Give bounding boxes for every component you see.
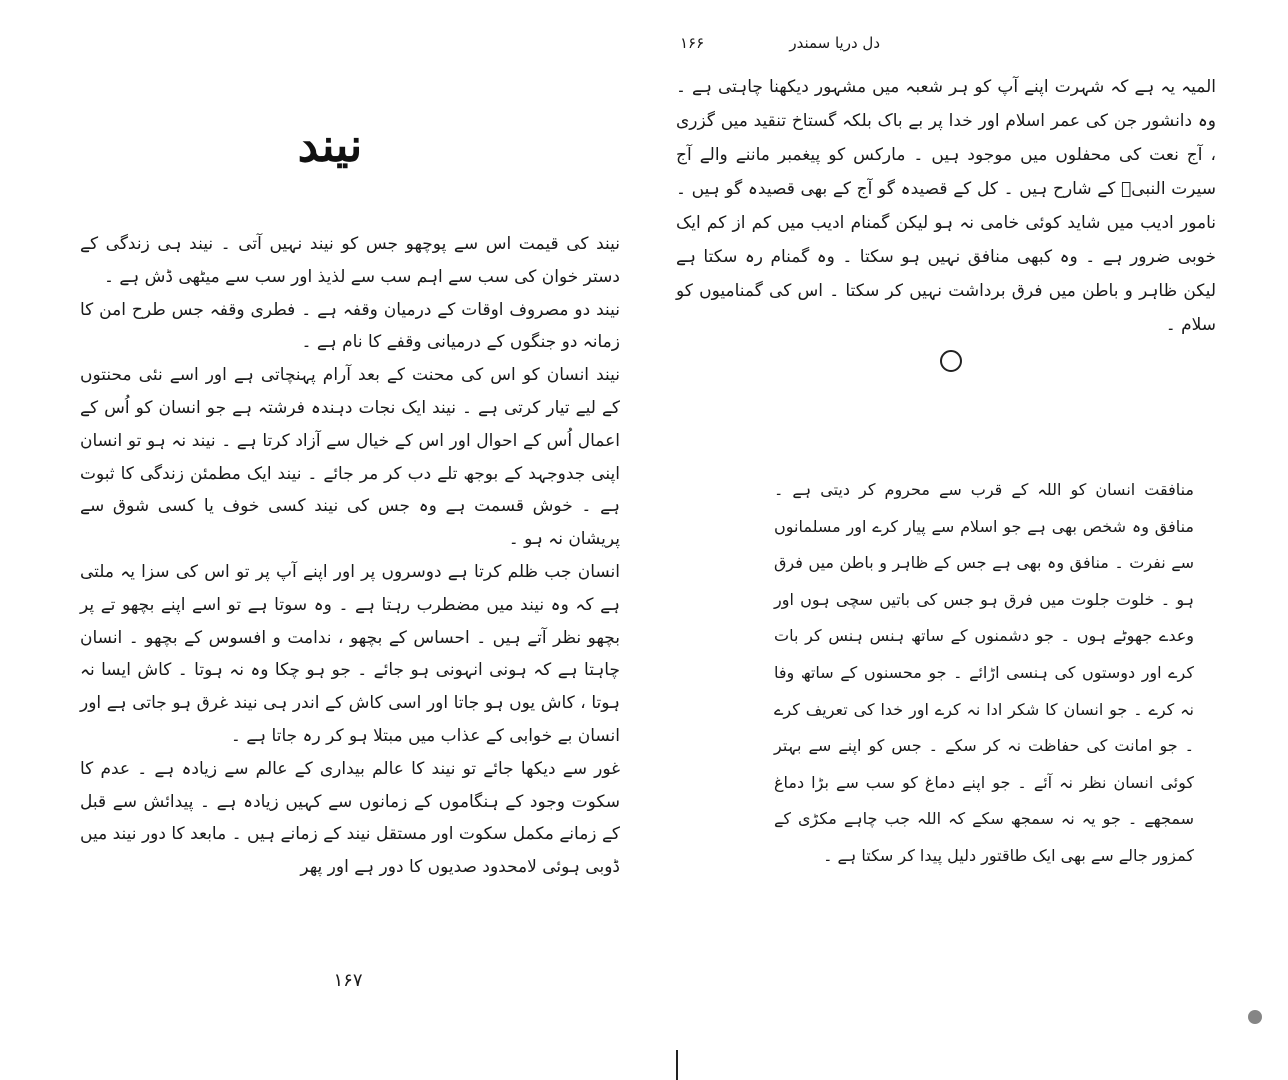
section-separator-circle <box>940 350 962 372</box>
paragraph: نیند کی قیمت اس سے پوچھو جس کو نیند نہیں آتی ۔ نیند ہی زندگی کے دستر خوان کی سب سے اہم سب سے لذیذ اور سب سے میٹھی ڈش ہے ۔ <box>80 234 620 287</box>
running-head <box>680 34 880 60</box>
page-number: ۱۶۷ <box>333 970 363 991</box>
page-number: ۱۶۶ <box>680 34 705 52</box>
gutter-mark <box>676 1050 678 1080</box>
right-page-top-body <box>676 70 1216 342</box>
paragraph: نیند دو مصروف اوقات کے درمیان وقفہ ہے ۔ فطری وقفہ جس طرح امن کا زمانہ دو جنگوں کے درمیانی وقفے کا نام ہے ۔ <box>80 299 620 353</box>
paragraph: منافقت انسان کو اللہ کے قرب سے محروم کر دیتی ہے ۔ منافق وہ شخص بھی ہے جو اسلام سے پیار کرے اور مسلمانوں سے نفرت ۔ منافق وہ بھی ہے جس کے ظاہر و باطن میں فرق ہو ۔ خلوت جلوت میں فرق ہو جس کی باتیں سچی ہوں اور وعدے جھوٹے ہوں ۔ جو دشمنوں کے ساتھ ہنس ہنس کر بات کرے اور دوستوں کی ہنسی اڑائے ۔ جو محسنوں کے ساتھ وفا نہ کرے ۔ جو انسان کا شکر ادا نہ کرے اور خدا کی تعریف کرے ۔ جو امانت کی حفاظت نہ کر سکے ۔ جس کو اپنے سے بہتر کوئی انسان نظر نہ آئے ۔ جو اپنے دماغ کو سب سے بڑا دماغ سمجھے ۔ جو یہ نہ سمجھ سکے کہ اللہ جب چاہے مکڑی کے کمزور جالے سے بھی ایک طاقتور دلیل پیدا کر سکتا ہے ۔ <box>774 480 1194 865</box>
scan-mark <box>1248 1010 1262 1024</box>
paragraph: انسان جب ظلم کرتا ہے دوسروں پر اور اپنے آپ پر تو اس کی سزا یہ ملتی ہے کہ وہ نیند میں مضطرب رہتا ہے ۔ وہ سوتا ہے تو اسے اپنے بچھو تے پر بچھو نظر آتے ہیں ۔ احساس کے بچھو ، ندامت و افسوس کے بچھو ۔ انسان چاہتا ہے کہ ہونی انہونی ہو جائے ۔ جو ہو چکا وہ نہ ہوتا ۔ کاش ایسا نہ ہوتا ، کاش یوں ہو جاتا اور اسی کاش کے اندر ہی نیند غرق ہو جاتی ہے اور انسان بے خوابی کے عذاب میں مبتلا ہو کر رہ جاتا ہے ۔ <box>80 561 620 746</box>
left-page-body <box>80 228 620 884</box>
paragraph: غور سے دیکھا جائے تو نیند کا عالم بیداری کے عالم سے زیادہ ہے ۔ عدم کا سکوت وجود کے ہنگاموں کے زمانوں سے کہیں زیادہ ہے ۔ پیدائش سے قبل کے زمانے مکمل سکوت اور مستقل نیند کے زمانے ہیں ۔ مابعد کا دور نیند میں ڈوبی ہوئی لامحدود صدیوں کا دور ہے اور پھر <box>80 758 620 878</box>
running-head-title: دل دریا سمندر <box>789 34 880 52</box>
paragraph: نیند انسان کو اس کی محنت کے بعد آرام پہنچاتی ہے اور اسے نئی محنتوں کے لیے تیار کرتی ہے ۔ نیند ایک نجات دہندہ فرشتہ ہے جو انسان کو اُس کے اعمال اُس کے احوال اور اس کے خیال سے آزاد کرتا ہے ۔ نیند نہ ہو تو انسان اپنی جدوجہد کے بوجھ تلے دب کر مر جائے ۔ نیند ایک مطمئن زندگی کا ثبوت ہے ۔ خوش قسمت ہے وہ جس کی نیند کسی خوف یا کسی شوق سے پریشان نہ ہو ۔ <box>80 365 620 550</box>
paragraph: المیہ یہ ہے کہ شہرت اپنے آپ کو ہر شعبہ میں مشہور دیکھنا چاہتی ہے ۔ وہ دانشور جن کی عمر اسلام اور خدا پر بے باک بلکہ گستاخ تنقید میں گزری ، آج نعت کی محفلوں میں موجود ہیں ۔ مارکس کو پیغمبر ماننے والے آج سیرت النبیؐ کے شارح ہیں ۔ کل کے قصیدہ گو آج کے بھی قصیدہ گو ہیں ۔ نامور ادیب میں شاید کوئی خامی نہ ہو لیکن گمنام ادیب میں کم از کم ایک خوبی ضرور ہے ۔ وہ کبھی منافق نہیں ہو سکتا ۔ وہ گمنام رہ سکتا ہے لیکن ظاہر و باطن میں فرق برداشت نہیں کر سکتا ۔ اس کی گمنامیوں کو سلام ۔ <box>676 77 1216 335</box>
right-page-bottom-body <box>774 472 1194 875</box>
chapter-title: نیند <box>297 118 363 172</box>
